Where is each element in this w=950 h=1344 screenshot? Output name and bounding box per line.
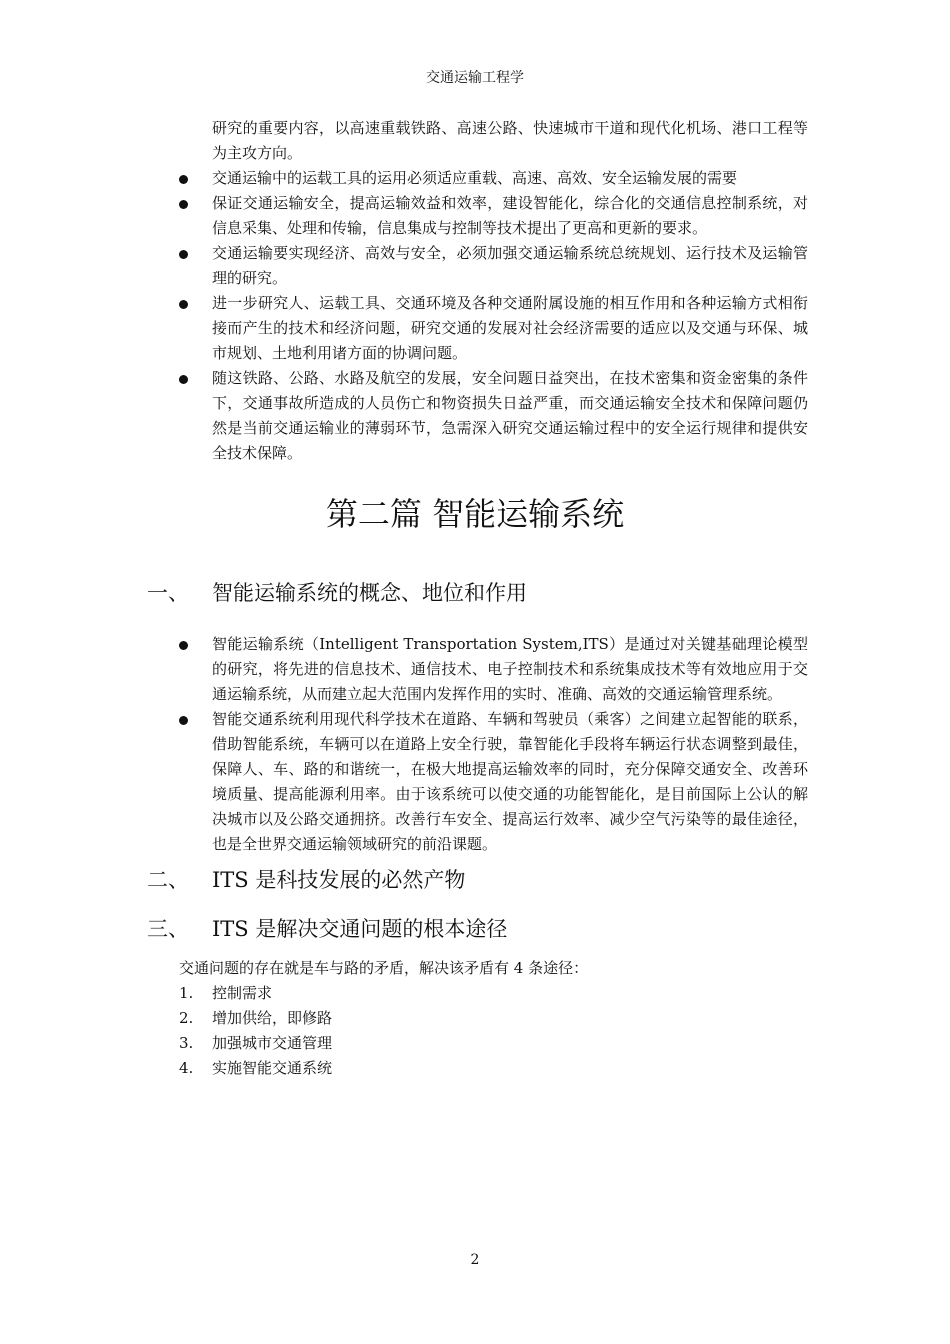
bullet-item [0, 191, 808, 241]
section-heading-2 [0, 865, 950, 895]
section-heading-3 [0, 914, 950, 944]
bullet-item [0, 632, 808, 707]
list-item [0, 1031, 950, 1056]
bullet-text: 智能运输系统（Intelligent Transportation System,ITS）是通过对关键基础理论模型的研究，将先进的信息技术、通信技术、电子控制技术和系统集成技术等有效地应用于交通运输系统，从而建立起大范围内发挥作用的实时、准确、高效的交通运输管理系统。 [212, 635, 808, 703]
page-number: 2 [470, 1252, 480, 1268]
page-header: 交通运输工程学 [426, 70, 524, 86]
list-number: 2. [179, 1009, 194, 1027]
continuation-paragraph: 研究的重要内容，以高速重载铁路、高速公路、快速城市干道和现代化机场、港口工程等为主攻方向。 [212, 119, 808, 162]
list-number: 3. [179, 1034, 194, 1052]
section-title: ITS 是科技发展的必然产物 [212, 868, 466, 892]
bullet-list-part1 [0, 166, 950, 466]
bullet-item [0, 291, 808, 366]
list-text: 加强城市交通管理 [212, 1034, 333, 1052]
bullet-text: 随这铁路、公路、水路及航空的发展，安全问题日益突出，在技术密集和资金密集的条件下，交通事故所造成的人员伤亡和物资损失日益严重，而交通运输安全技术和保障问题仍然是当前交通运输业的薄弱环节，急需深入研究交通运输过程中的安全运行规律和提供安全技术保障。 [212, 369, 808, 462]
section-number: 二、 [147, 868, 189, 892]
bullet-text: 进一步研究人、运载工具、交通环境及各种交通附属设施的相互作用和各种运输方式相衔接而产生的技术和经济问题，研究交通的发展对社会经济需要的适应以及交通与环保、城市规划、土地利用诸方面的协调问题。 [212, 294, 808, 362]
list-text: 控制需求 [212, 984, 273, 1002]
bullet-dot-icon [179, 200, 188, 209]
list-item [0, 1006, 950, 1031]
bullet-text: 交通运输中的运载工具的运用必须适应重载、高速、高效、安全运输发展的需要 [212, 169, 738, 187]
bullet-dot-icon [179, 175, 188, 184]
bullet-item [0, 166, 808, 191]
bullet-list-section1 [0, 632, 950, 857]
bullet-dot-icon [179, 300, 188, 309]
part-title: 第二篇 智能运输系统 [325, 495, 625, 533]
bullet-text: 智能交通系统利用现代科学技术在道路、车辆和驾驶员（乘客）之间建立起智能的联系，借助智能系统，车辆可以在道路上安全行驶，靠智能化手段将车辆运行状态调整到最佳，保障人、车、路的和谐统一，在极大地提高运输效率的同时，充分保障交通安全、改善环境质量、提高能源利用率。由于该系统可以使交通的功能智能化，是目前国际上公认的解决城市以及公路交通拥挤。改善行车安全、提高运行效率、减少空气污染等的最佳途径，也是全世界交通运输领域研究的前沿课题。 [212, 710, 808, 853]
list-number: 1. [179, 984, 194, 1002]
bullet-dot-icon [179, 375, 188, 384]
list-number: 4. [179, 1059, 194, 1077]
document-body [0, 116, 950, 1081]
bullet-text: 保证交通运输安全，提高运输效益和效率，建设智能化，综合化的交通信息控制系统，对信息采集、处理和传输，信息集成与控制等技术提出了更高和更新的要求。 [212, 194, 808, 237]
section-number: 三、 [147, 917, 189, 941]
bullet-item [0, 366, 808, 466]
bullet-dot-icon [179, 250, 188, 259]
bullet-dot-icon [179, 641, 188, 650]
bullet-dot-icon [179, 716, 188, 725]
numbered-list [0, 981, 950, 1081]
section-title: ITS 是解决交通问题的根本途径 [212, 917, 508, 941]
list-item [0, 981, 950, 1006]
list-item [0, 1056, 950, 1081]
list-text: 增加供给，即修路 [212, 1009, 333, 1027]
bullet-item [0, 241, 808, 291]
section-number: 一、 [147, 581, 189, 605]
bullet-item [0, 707, 808, 857]
bullet-text: 交通运输要实现经济、高效与安全，必须加强交通运输系统总统规划、运行技术及运输管理的研究。 [212, 244, 808, 287]
list-text: 实施智能交通系统 [212, 1059, 333, 1077]
section-heading-1 [0, 578, 950, 608]
section3-intro: 交通问题的存在就是车与路的矛盾，解决该矛盾有 4 条途径： [179, 959, 589, 977]
section-title: 智能运输系统的概念、地位和作用 [212, 581, 527, 605]
